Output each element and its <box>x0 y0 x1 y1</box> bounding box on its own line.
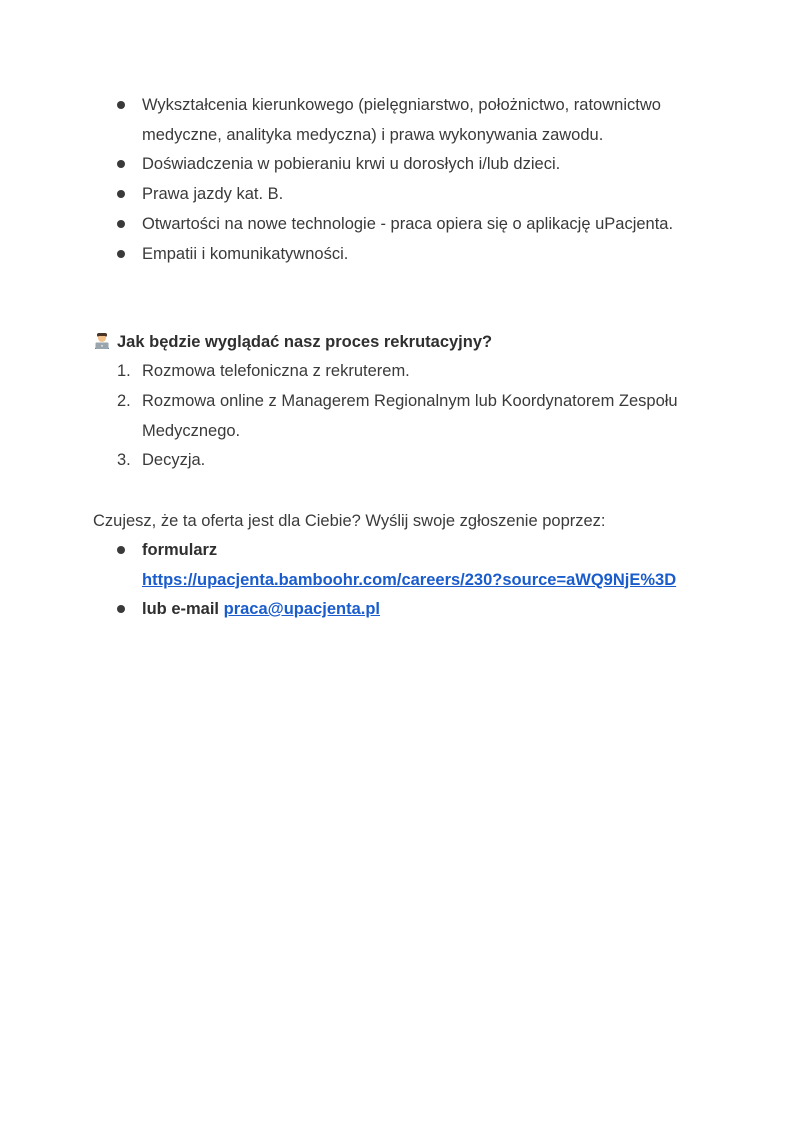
requirements-list <box>0 91 800 270</box>
list-item-text <box>142 210 722 240</box>
list-item-text <box>142 240 722 270</box>
text-line: Rozmowa online z Managerem Regionalnym lub Koordynatorem Zespołu <box>142 392 678 410</box>
person-at-laptop-icon <box>93 331 111 349</box>
list-item-text <box>142 180 722 210</box>
text-line: Empatii i komunikatywności. <box>142 245 349 263</box>
bullet <box>117 605 125 613</box>
list-item <box>0 150 800 180</box>
text-line: Wykształcenia kierunkowego (pielęgniarstwo, położnictwo, ratownictwo <box>142 96 661 114</box>
heading-text: Jak będzie wyglądać nasz proces rekrutacyjny? <box>117 333 493 351</box>
list-item-text <box>142 387 722 446</box>
list-item <box>0 91 800 150</box>
list-item-text <box>142 536 722 595</box>
apply-intro: Czujesz, że ta oferta jest dla Ciebie? Wyślij swoje zgłoszenie poprzez: <box>93 512 606 530</box>
step-number: 2. <box>117 392 131 410</box>
step-number: 1. <box>117 362 131 380</box>
list-item <box>0 240 800 270</box>
list-item <box>0 357 800 387</box>
text-line: Medycznego. <box>142 421 241 440</box>
bullet <box>117 546 125 554</box>
step-number: 3. <box>117 451 131 469</box>
text-line: Otwartości na nowe technologie - praca opiera się o aplikację uPacjenta. <box>142 215 674 233</box>
bullet <box>117 160 125 168</box>
list-item-text <box>142 91 722 150</box>
email-label: lub e-mail <box>142 600 220 618</box>
list-item-text <box>142 446 722 476</box>
apply-list <box>0 536 800 625</box>
bullet <box>117 101 125 109</box>
list-item-text <box>142 357 722 387</box>
list-item-text <box>142 150 722 180</box>
text-line: Prawa jazdy kat. B. <box>142 185 284 203</box>
recruitment-steps <box>0 357 800 476</box>
email-link[interactable]: praca@upacjenta.pl <box>223 600 380 618</box>
form-label: formularz <box>142 541 218 559</box>
form-link[interactable]: https://upacjenta.bamboohr.com/careers/230?source=aWQ9NjE%3D <box>142 570 677 589</box>
bullet <box>117 250 125 258</box>
bullet <box>117 190 125 198</box>
list-item <box>0 180 800 210</box>
list-item <box>0 595 800 625</box>
list-item <box>0 210 800 240</box>
text-line: Decyzja. <box>142 451 206 469</box>
text-line: medyczne, analityka medyczna) i prawa wykonywania zawodu. <box>142 125 604 144</box>
recruitment-heading <box>93 328 492 357</box>
list-item <box>0 446 800 476</box>
text-line: Rozmowa telefoniczna z rekruterem. <box>142 362 410 380</box>
list-item-text <box>142 595 722 625</box>
list-item <box>0 387 800 446</box>
text-line: Doświadczenia w pobieraniu krwi u dorosłych i/lub dzieci. <box>142 155 561 173</box>
bullet <box>117 220 125 228</box>
list-item <box>0 536 800 595</box>
